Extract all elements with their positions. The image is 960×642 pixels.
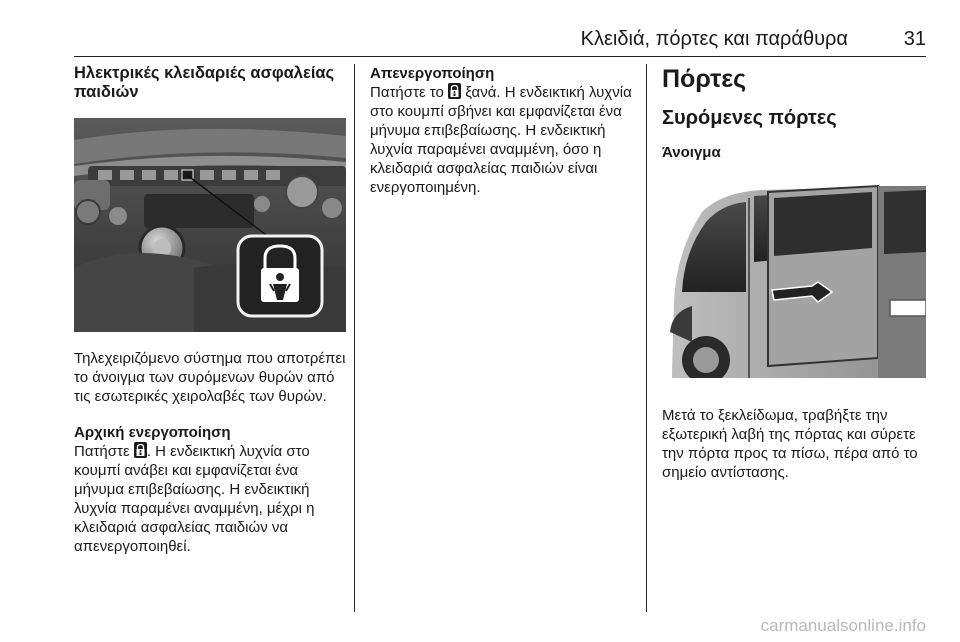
chapter-title: Κλειδιά, πόρτες και παράθυρα [580,28,848,50]
column-divider [646,64,647,612]
opening-heading: Άνοιγμα [662,144,721,161]
activation-heading: Αρχική ενεργοποίηση [74,424,231,441]
column-divider [354,64,355,612]
watermark: carmanualsonline.info [760,616,926,635]
page-number: 31 [903,28,926,50]
sliding-doors-heading: Συρόμενες πόρτες [662,107,837,129]
doors-heading: Πόρτες [662,65,747,93]
child-lock-icon [448,83,461,99]
dashboard-photo [74,118,346,332]
activation-text: Πατήστε . Η ενδεικτική λυχνία στο κουμπί ανάβει και εμφανίζεται ένα μήνυμα επιβεβαίωσης. Η ενδεικτική λυχνία παραμένει αναμμένη, μέχρι η κλειδαριά ασφαλείας παιδιών να απενεργοποιηθεί. [74,443,315,555]
column-deactivation [370,64,634,197]
deactivation-text: Πατήστε το ξανά. Η ενδεικτική λυχνία στο κουμπί σβήνει και εμφανίζεται ένα μήνυμα επιβεβαίωσης. Η ενδεικτική λυχνία παραμένει αναμμένη, όσο η κλειδαριά ασφαλείας παιδιών είναι ενεργοποιημένη. [370,84,632,196]
column-doors [662,64,926,482]
opening-instructions: Μετά το ξεκλείδωμα, τραβήξτε την εξωτερική λαβή της πόρτας και σύρετε την πόρτα προς τα πίσω, πέρα από το σημείο αντίστασης. [662,407,918,481]
page-header [74,28,926,54]
section-heading: Ηλεκτρικές κλειδαριές ασφαλείας παιδιών [74,64,335,101]
photo-caption: Τηλεχειριζόμενο σύστημα που αποτρέπει το άνοιγμα των συρόμενων θυρών από τις εσωτερικές χειρολαβές των θυρών. [74,350,346,405]
header-rule [74,56,926,57]
deactivation-heading: Απενεργοποίηση [370,65,495,82]
child-lock-icon [134,442,147,458]
column-child-lock [74,64,346,556]
van-sliding-door-photo [662,182,926,392]
